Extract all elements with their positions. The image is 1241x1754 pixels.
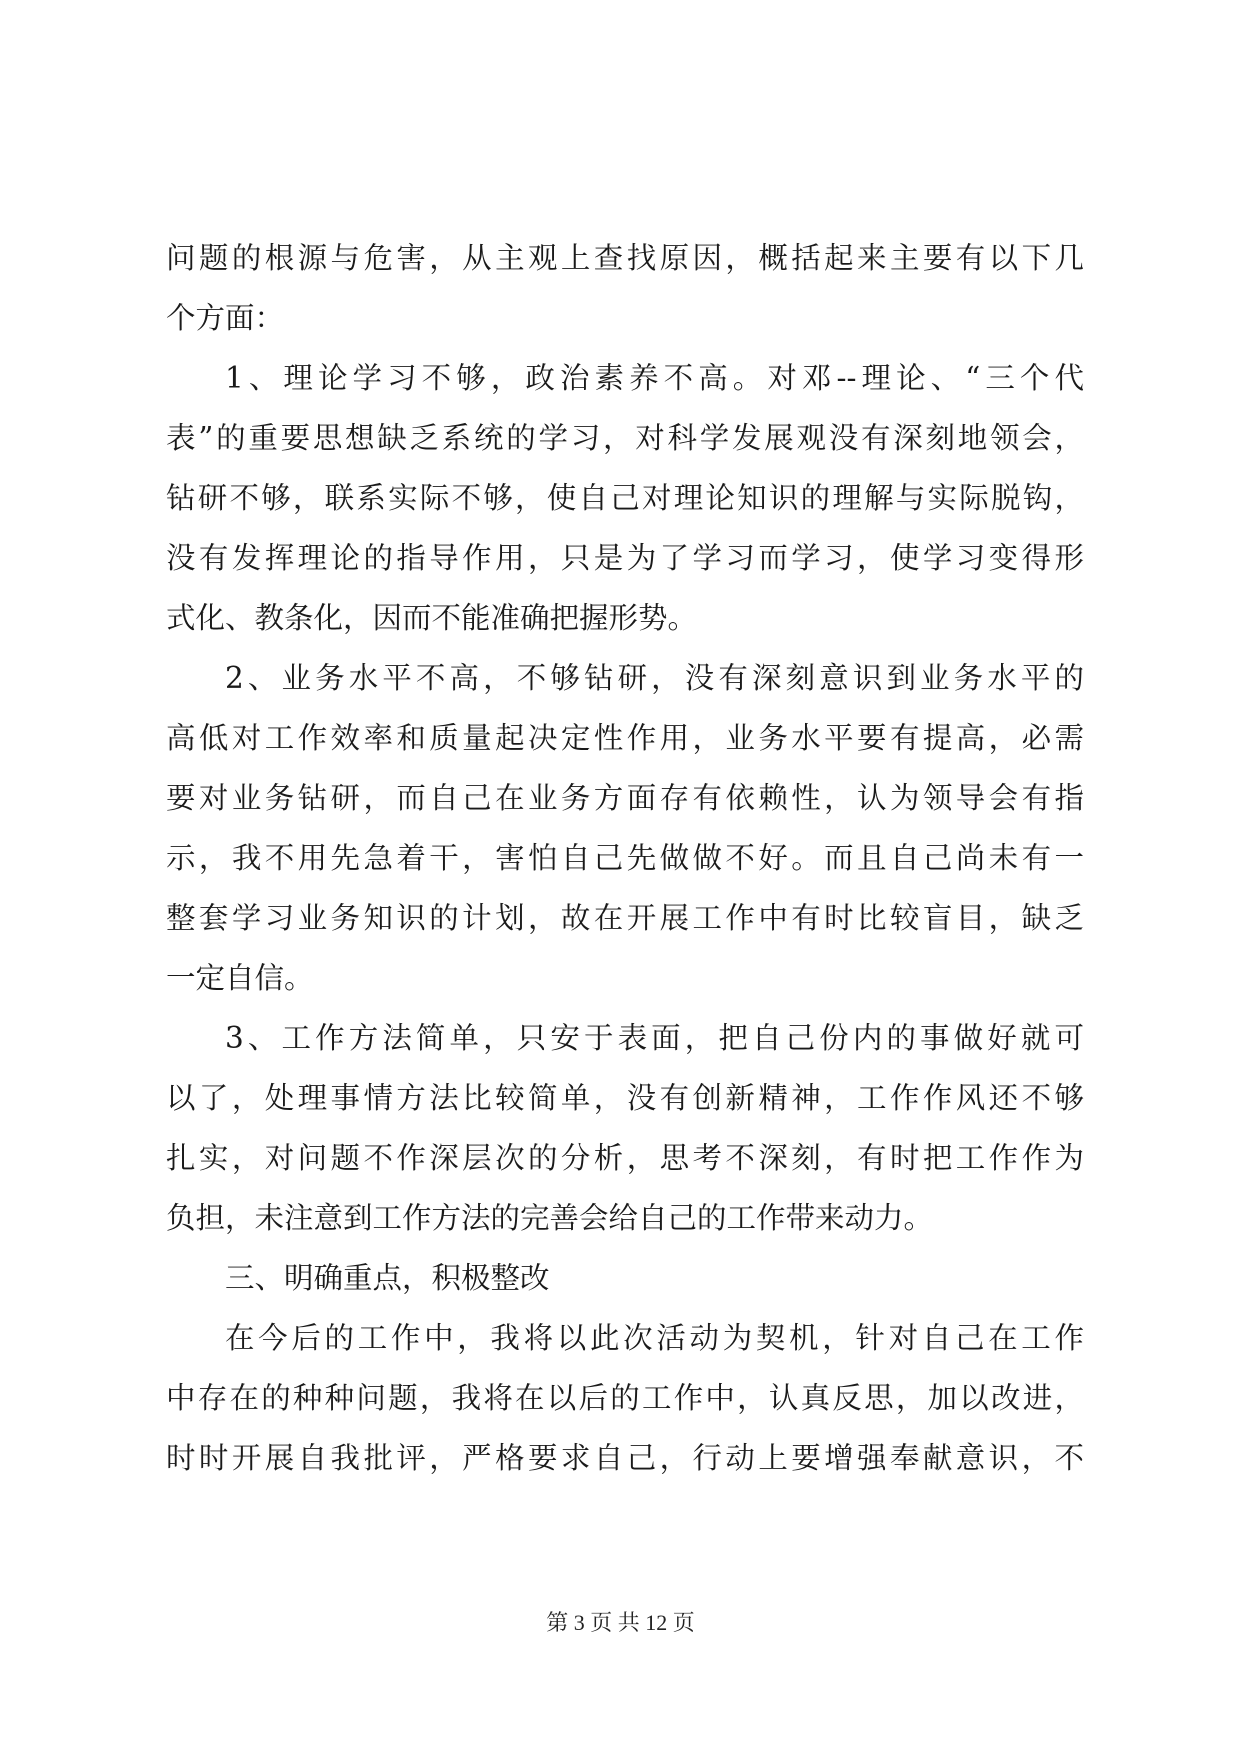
text-line: 一定自信。 — [166, 961, 314, 995]
text-line: 扎实，对问题不作深层次的分析，思考不深刻，有时把工作作为 — [166, 1141, 1084, 1175]
page-number-footer: 第 3 页 共 12 页 — [546, 1610, 695, 1635]
text-line: 中存在的种种问题，我将在以后的工作中，认真反思，加以改进， — [166, 1381, 1084, 1415]
text-line: 问题的根源与危害，从主观上查找原因，概括起来主要有以下几 — [166, 241, 1084, 275]
text-line: 2、业务水平不高，不够钻研，没有深刻意识到业务水平的 — [225, 661, 1084, 695]
text-line: 示，我不用先急着干，害怕自己先做做不好。而且自己尚未有一 — [166, 841, 1084, 875]
text-line: 3、工作方法简单，只安于表面，把自己份内的事做好就可 — [225, 1021, 1084, 1055]
text-line: 负担，未注意到工作方法的完善会给自己的工作带来动力。 — [166, 1201, 934, 1235]
text-line: 钻研不够，联系实际不够，使自己对理论知识的理解与实际脱钩， — [166, 481, 1084, 515]
text-line: 在今后的工作中，我将以此次活动为契机，针对自己在工作 — [225, 1321, 1084, 1355]
text-line: 高低对工作效率和质量起决定性作用，业务水平要有提高，必需 — [166, 721, 1084, 755]
text-line: 要对业务钻研，而自己在业务方面存有依赖性，认为领导会有指 — [166, 781, 1084, 815]
text-line: 个方面： — [166, 301, 285, 335]
section-heading: 三、明确重点，积极整改 — [225, 1261, 550, 1295]
text-line: 1、理论学习不够，政治素养不高。对邓--理论、“三个代 — [225, 361, 1084, 395]
text-line: 式化、教条化，因而不能准确把握形势。 — [166, 601, 698, 635]
text-line: 时时开展自我批评，严格要求自己，行动上要增强奉献意识，不 — [166, 1441, 1084, 1475]
text-line: 整套学习业务知识的计划，故在开展工作中有时比较盲目，缺乏 — [166, 901, 1084, 935]
text-line: 没有发挥理论的指导作用，只是为了学习而学习，使学习变得形 — [166, 541, 1084, 575]
text-line: 以了，处理事情方法比较简单，没有创新精神，工作作风还不够 — [166, 1081, 1084, 1115]
document-body — [166, 228, 1084, 1488]
text-line: 表”的重要思想缺乏系统的学习，对科学发展观没有深刻地领会， — [166, 421, 1084, 455]
